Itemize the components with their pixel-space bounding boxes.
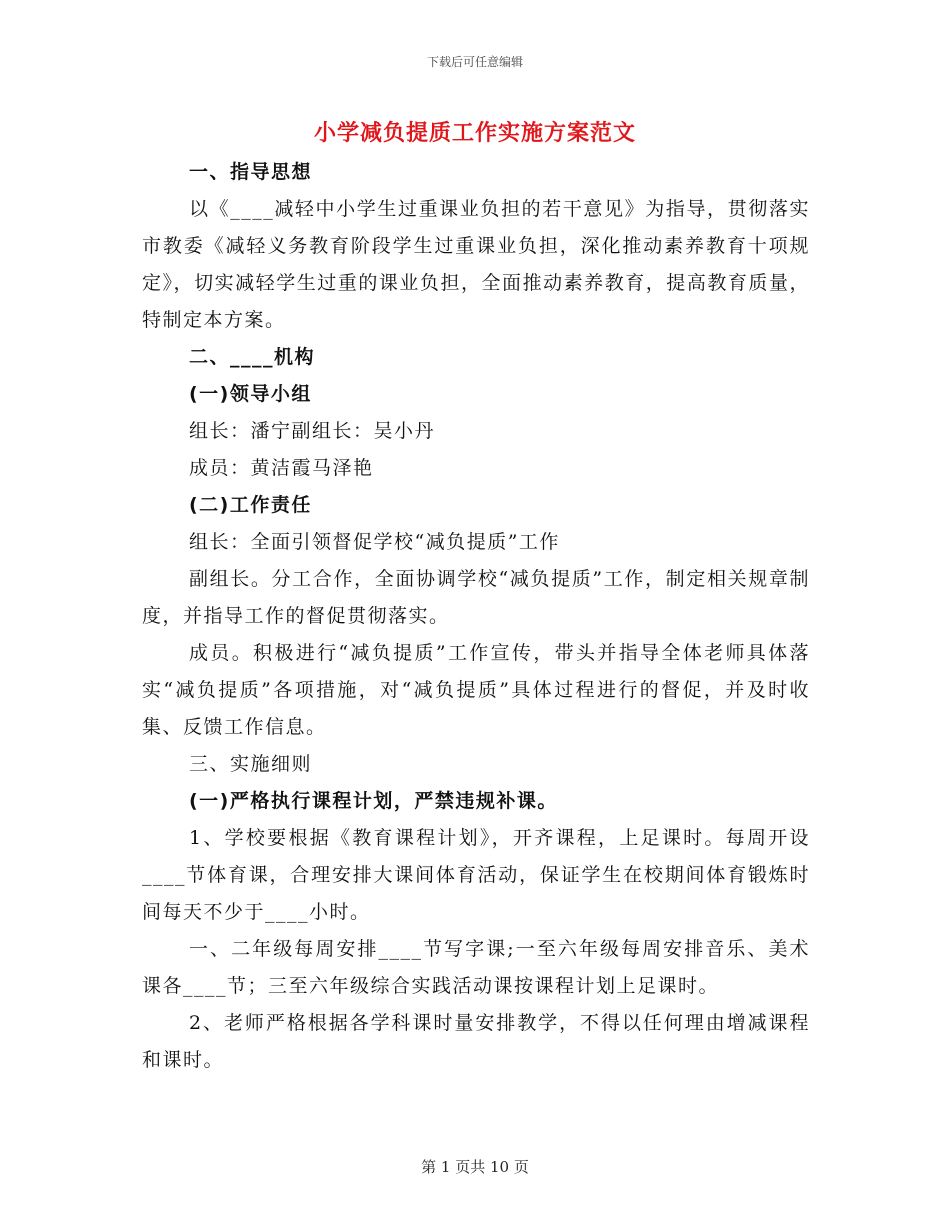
document-body [142,154,810,1079]
paragraph: 成员：黄洁霞马泽艳 [189,457,374,479]
paragraph: 2、老师严格根据各学科课时量安排教学，不得以任何理由增减课程和课时。 [142,1012,810,1071]
page-header: 下载后可任意编辑 [426,55,523,69]
paragraph: 组长：潘宁副组长：吴小丹 [189,420,436,442]
section-heading: 三、实施细则 [189,753,313,775]
paragraph: 成员。积极进行“减负提质”工作宣传，带头并指导全体老师具体落实“减负提质”各项措施，对“减负提质”具体过程进行的督促，并及时收集、反馈工作信息。 [142,642,810,738]
paragraph: 1、学校要根据《教育课程计划》，开齐课程，上足课时。每周开设____节体育课，合理安排大课间体育活动，保证学生在校期间体育锻炼时间每天不少于____小时。 [142,827,810,923]
section-heading: 一、指导思想 [189,161,313,183]
paragraph: 组长：全面引领督促学校“减负提质”工作 [189,531,560,553]
paragraph: 一、二年级每周安排____节写字课;一至六年级每周安排音乐、美术课各____节；三至六年级综合实践活动课按课程计划上足课时。 [142,938,810,997]
document-title: 小学减负提质工作实施方案范文 [313,121,636,146]
subsection-heading: (二)工作责任 [189,494,312,516]
section-heading: 二、____机构 [189,346,316,368]
page-footer: 第 1 页共 10 页 [421,1158,529,1176]
subsection-heading: (一)严格执行课程计划，严禁违规补课。 [189,790,558,812]
paragraph: 以《____减轻中小学生过重课业负担的若干意见》为指导，贯彻落实市教委《减轻义务教育阶段学生过重课业负担，深化推动素养教育十项规定》，切实减轻学生过重的课业负担，全面推动素养教育，提高教育质量，特制定本方案。 [142,198,810,331]
subsection-heading: (一)领导小组 [189,383,312,405]
paragraph: 副组长。分工合作，全面协调学校“减负提质”工作，制定相关规章制度，并指导工作的督促贯彻落实。 [142,568,810,627]
